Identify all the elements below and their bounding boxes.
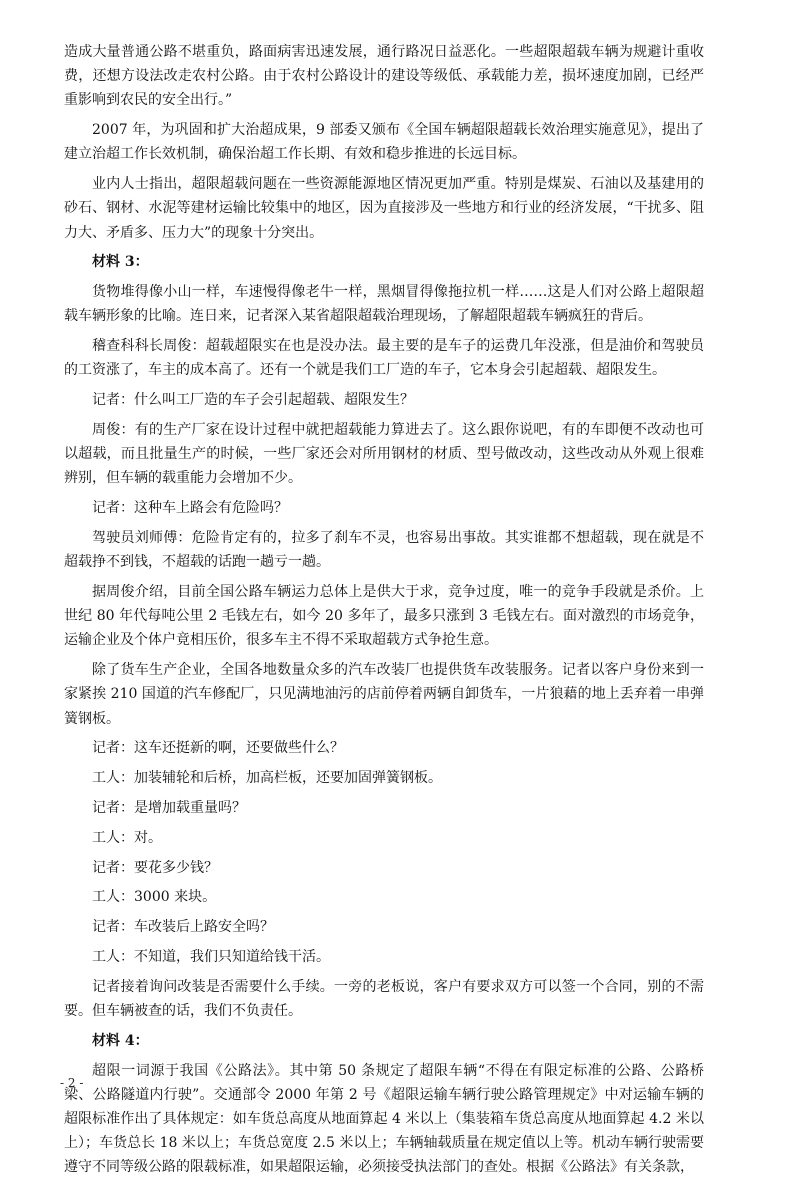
paragraph: 超限一词源于我国《公路法》。其中第 50 条规定了超限车辆“不得在有限定标准的公路、公路桥梁、公路隧道内行驶”。交通部令 2000 年第 2 号《超限运输车辆行驶公路管理规定》中对运输车辆的超限标准作出了具体规定：如车货总高度从地面算起 4 米以上（集装箱车货总高度从地面算起 4.2 米以上）；车货总长 18 米以上；车货总宽度 2.5 米以上；车辆轴载质量在规定值以上等。机动车辆行驶需要遵守不同等级公路的限载标准，如果超限运输，必须接受执法部门的查处。根据《公路法》有关条款， — [64, 1062, 704, 1176]
paragraph: 造成大量普通公路不堪重负，路面病害迅速发展，通行路况日益恶化。一些超限超载车辆为规避计重收费，还想方设法改走农村公路。由于农村公路设计的建设等级低、承载能力差，损坏速度加剧，已经严重影响到农民的安全出行。” — [64, 44, 704, 109]
paragraph: 工人：不知道，我们只知道给钱干活。 — [92, 948, 330, 965]
paragraph: 业内人士指出，超限超载问题在一些资源能源地区情况更加严重。特别是煤炭、石油以及基建用的砂石、钢材、水泥等建材运输比较集中的地区，因为直接涉及一些地方和行业的经济发展，“干扰多、阻力大、矛盾多、压力大”的现象十分突出。 — [64, 176, 704, 241]
paragraph: 驾驶员刘师傅：危险肯定有的，拉多了刹车不灵，也容易出事故。其实谁都不想超载，现在就是不超载挣不到钱，不超载的话跑一趟亏一趟。 — [64, 530, 704, 571]
paragraph: 据周俊介绍，目前全国公路车辆运力总体上是供大于求，竞争过度，唯一的竞争手段就是杀价。上世纪 80 年代每吨公里 2 毛钱左右，如今 20 多年了，最多只涨到 3 毛钱左右。面对激烈的市场竞争，运输企业及个体户竟相压价，很多车主不得不采取超载方式争抢生意。 — [64, 584, 704, 649]
paragraph: 周俊：有的生产厂家在设计过程中就把超载能力算进去了。这么跟你说吧，有的车即便不改动也可以超载，而且批量生产的时候，一些厂家还会对所用钢材的材质、型号做改动，这些改动从外观上很难辨别，但车辆的载重能力会增加不少。 — [64, 422, 704, 487]
paragraph: 记者：这种车上路会有危险吗？ — [92, 500, 288, 517]
paragraph: 工人：3000 来块。 — [92, 889, 217, 906]
paragraph: 记者：什么叫工厂造的车子会引起超载、超限发生？ — [92, 392, 414, 409]
paragraph: 记者：这车还挺新的啊，还要做些什么？ — [92, 740, 344, 757]
paragraph: 工人：对。 — [92, 829, 162, 846]
paragraph: 除了货车生产企业，全国各地数量众多的汽车改装厂也提供货车改装服务。记者以客户身份来到一家紧挨 210 国道的汽车修配厂，只见满地油污的店前停着两辆自卸货车，一片狼藉的地上丢弃着一串弹簧钢板。 — [64, 662, 704, 727]
paragraph: 记者：是增加载重量吗？ — [92, 800, 246, 816]
paragraph: 稽查科科长周俊：超载超限实在也是没办法。最主要的是车子的运费几年没涨，但是油价和驾驶员的工资涨了，车主的成本高了。还有一个就是我们工厂造的车子，它本身会引起超载、超限发生。 — [64, 338, 704, 379]
paragraph: 2007 年，为巩固和扩大治超成果，9 部委又颁布《全国车辆超限超载长效治理实施意见》，提出了建立治超工作长效机制，确保治超工作长期、有效和稳步推进的长远目标。 — [64, 122, 704, 163]
section-heading: 材料 4： — [92, 1032, 149, 1049]
paragraph: 工人：加装辅轮和后桥，加高栏板，还要加固弹簧钢板。 — [92, 770, 442, 787]
page-number: - 2 - — [60, 1076, 84, 1090]
paragraph: 货物堆得像小山一样，车速慢得像老牛一样，黑烟冒得像拖拉机一样……这是人们对公路上超限超载车辆形象的比喻。连日来，记者深入某省超限超载治理现场，了解超限超载车辆疯狂的背后。 — [64, 284, 704, 325]
document-body — [64, 40, 704, 1185]
paragraph: 记者：要花多少钱？ — [92, 859, 218, 876]
section-heading: 材料 3： — [92, 254, 149, 271]
paragraph: 记者接着询问改装是否需要什么手续。一旁的老板说，客户有要求双方可以签一个合同，别的不需要。但车辆被查的话，我们不负责任。 — [64, 978, 704, 1019]
paragraph: 记者：车改装后上路安全吗？ — [92, 919, 274, 936]
